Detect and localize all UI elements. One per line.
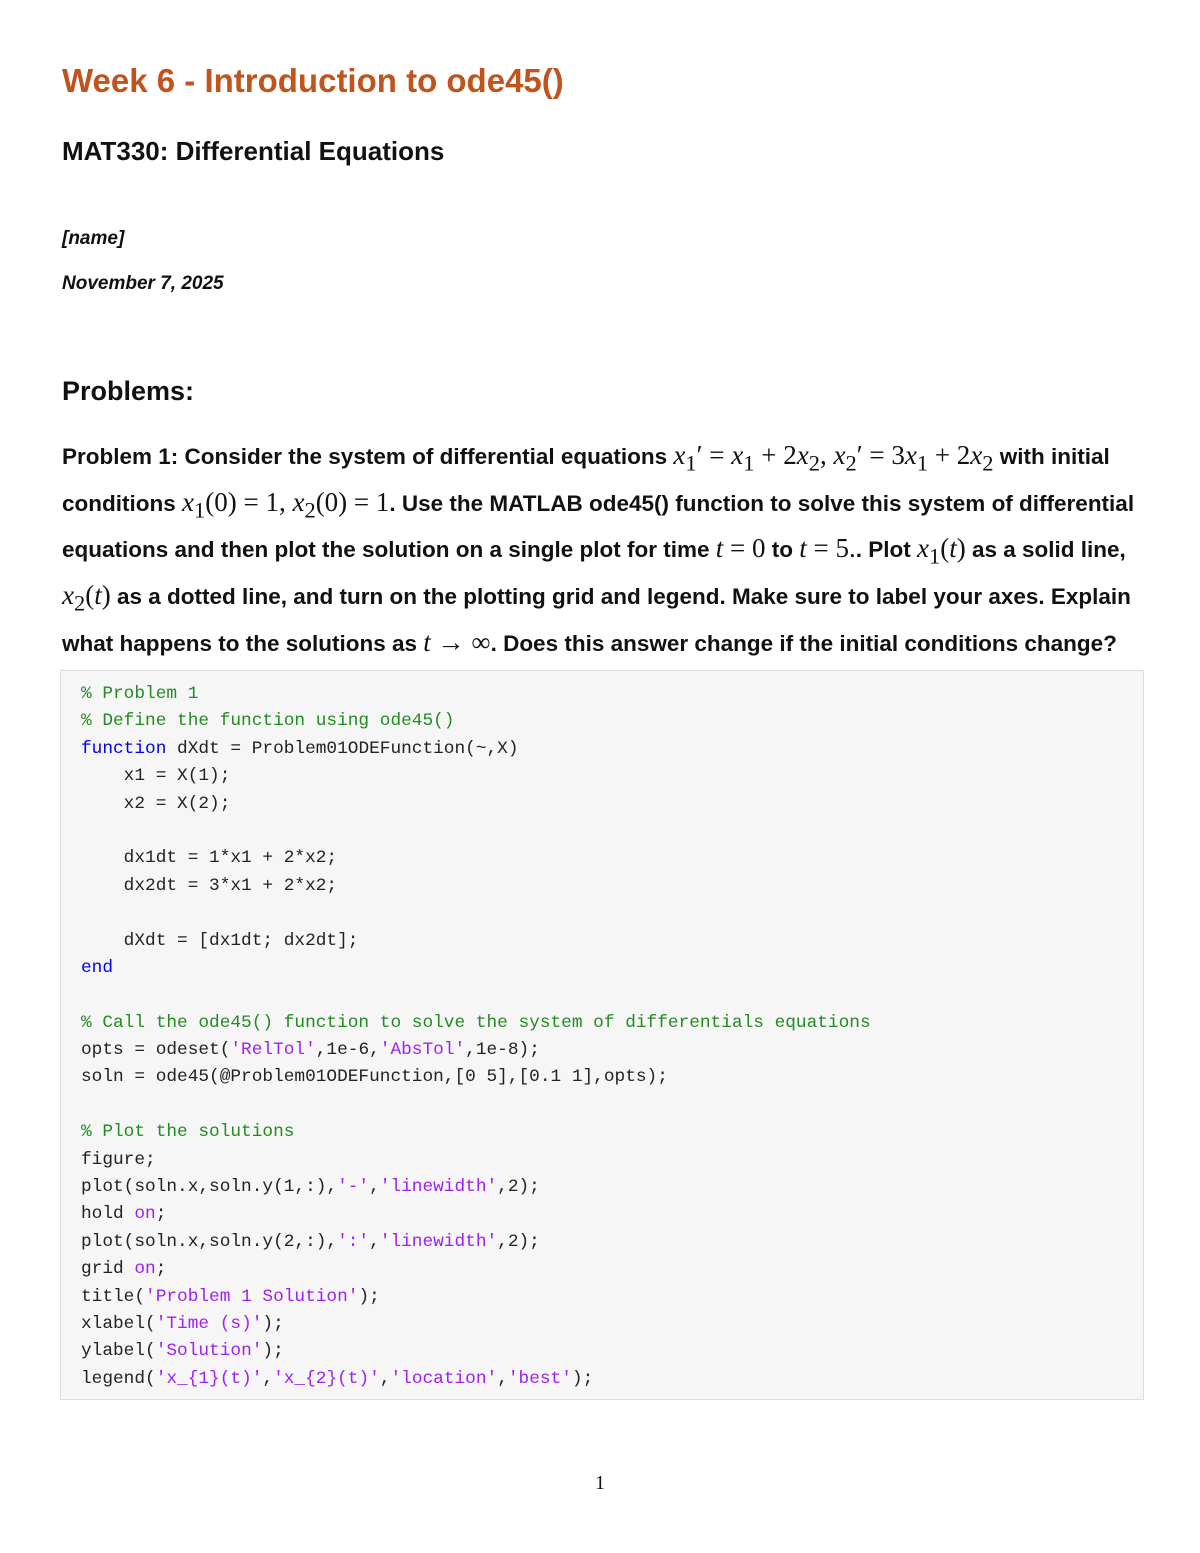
code-text: legend( [81, 1368, 156, 1389]
code-text: xlabel( [81, 1313, 156, 1334]
math-x2-of-t: $x_2(t)$ [62, 580, 111, 616]
code-blank-line [81, 982, 871, 1009]
code-text: ); [262, 1341, 284, 1362]
code-text: , [369, 1231, 380, 1252]
author-name: [name] [62, 228, 125, 249]
code-blank-line [81, 1092, 871, 1119]
code-line: dx1dt = 1*x1 + 2*x2; [81, 848, 338, 869]
code-listing [81, 681, 871, 1393]
code-string: 'location' [390, 1368, 498, 1389]
code-text: ,2); [497, 1231, 540, 1252]
code-blank-line [81, 900, 871, 927]
code-string: 'linewidth' [379, 1177, 498, 1198]
math-system-equations: $x_1' = x_1 + 2x_2$, $x_2' = 3x_1 + 2x_2$ [673, 440, 994, 476]
code-comment: % Plot the solutions [81, 1122, 295, 1143]
code-string: on [134, 1204, 156, 1225]
code-text: ,2); [497, 1177, 540, 1198]
code-comment: % Define the function using ode45() [81, 711, 455, 732]
code-blank-line [81, 818, 871, 845]
code-line [81, 1284, 871, 1311]
code-text: title( [81, 1286, 146, 1307]
code-line [81, 1311, 871, 1338]
code-text: ; [155, 1259, 167, 1280]
problem-text: . Plot [855, 537, 917, 563]
code-string: '-' [337, 1177, 370, 1198]
problem-text: as a dotted line, and turn on the plotting grid and legend. Make sure to label your axes. Explain what happens to the solutions as [62, 584, 1131, 656]
code-string: ':' [337, 1231, 370, 1252]
code-string: 'RelTol' [230, 1040, 316, 1061]
math-x1-of-t: $x_1(t)$ [917, 533, 966, 569]
document-title: Week 6 - Introduction to ode45() [62, 62, 564, 99]
code-keyword: end [81, 957, 114, 978]
code-text: grid [81, 1259, 135, 1280]
code-string: 'best' [507, 1368, 572, 1389]
code-text: opts = odeset( [81, 1040, 231, 1061]
code-text: hold [81, 1204, 135, 1225]
code-string: 'linewidth' [379, 1231, 498, 1252]
code-text: ); [571, 1368, 594, 1389]
code-line: x2 = X(2); [81, 793, 231, 814]
math-t-start: t = 0 [715, 533, 766, 564]
code-keyword: function [81, 738, 167, 759]
code-string: 'AbsTol' [379, 1040, 466, 1061]
page-number: 1 [595, 1472, 605, 1494]
code-text: ); [358, 1286, 380, 1307]
code-text: ,1e-6, [315, 1040, 380, 1061]
code-string: 'Time (s)' [155, 1313, 263, 1334]
problem-text: Problem 1: Consider the system of differential equations [62, 444, 674, 469]
code-line [81, 1256, 871, 1283]
code-line [81, 736, 871, 763]
math-initial-conditions: $x_1(0) = 1$, $x_2(0) = 1$ [182, 486, 390, 523]
problem-text: with initial conditions [62, 444, 1110, 516]
code-text: , [262, 1368, 274, 1389]
code-line [81, 1338, 871, 1365]
code-text: plot(soln.x,soln.y(1,:), [81, 1177, 338, 1198]
code-line [81, 1201, 871, 1228]
code-line [81, 1229, 871, 1256]
code-text: , [379, 1368, 391, 1389]
code-comment: % Problem 1 [81, 684, 199, 704]
code-line: dXdt = [dx1dt; dx2dt]; [81, 930, 359, 951]
code-block [60, 670, 1144, 1400]
code-string: 'Problem 1 Solution' [145, 1286, 359, 1307]
code-text: ; [155, 1204, 167, 1225]
code-text: plot(soln.x,soln.y(2,:), [81, 1231, 338, 1252]
code-text: , [369, 1177, 380, 1198]
document-date: November 7, 2025 [62, 273, 224, 294]
math-t-end: t = 5. [799, 533, 856, 564]
code-string: 'x_{2}(t)' [273, 1368, 380, 1389]
code-string: on [134, 1259, 156, 1280]
code-line [81, 1037, 871, 1064]
course-subtitle: MAT330: Differential Equations [62, 136, 445, 166]
code-string: 'x_{1}(t)' [155, 1368, 263, 1389]
code-line: soln = ode45(@Problem01ODEFunction,[0 5],[0.1 1],opts); [81, 1067, 668, 1088]
problem-1-statement [62, 436, 1137, 663]
problem-text: . Use the MATLAB ode45() function to solve this system of differential equations and then plot the solution on a single plot for time [62, 490, 1135, 563]
problem-text: as a solid line, [965, 537, 1126, 563]
code-comment: % Call the ode45() function to solve the system of differentials equations [81, 1012, 871, 1033]
code-line: x1 = X(1); [81, 766, 231, 787]
code-text: dXdt = Problem01ODEFunction(~,X) [166, 738, 519, 759]
section-heading-problems: Problems: [62, 376, 195, 406]
problem-text: . Does this answer change if the initial conditions change? [490, 630, 1117, 656]
code-line [81, 1366, 871, 1393]
code-line: figure; [81, 1149, 156, 1170]
code-string: 'Solution' [155, 1341, 263, 1362]
problem-text: to [765, 537, 800, 563]
math-t-to-infinity: t → ∞ [423, 626, 491, 657]
code-text: ); [262, 1313, 284, 1334]
code-text: ylabel( [81, 1341, 156, 1362]
code-line [81, 1174, 871, 1201]
code-text: , [497, 1368, 508, 1389]
code-line: dx2dt = 3*x1 + 2*x2; [81, 875, 338, 896]
code-text: ,1e-8); [465, 1040, 540, 1061]
